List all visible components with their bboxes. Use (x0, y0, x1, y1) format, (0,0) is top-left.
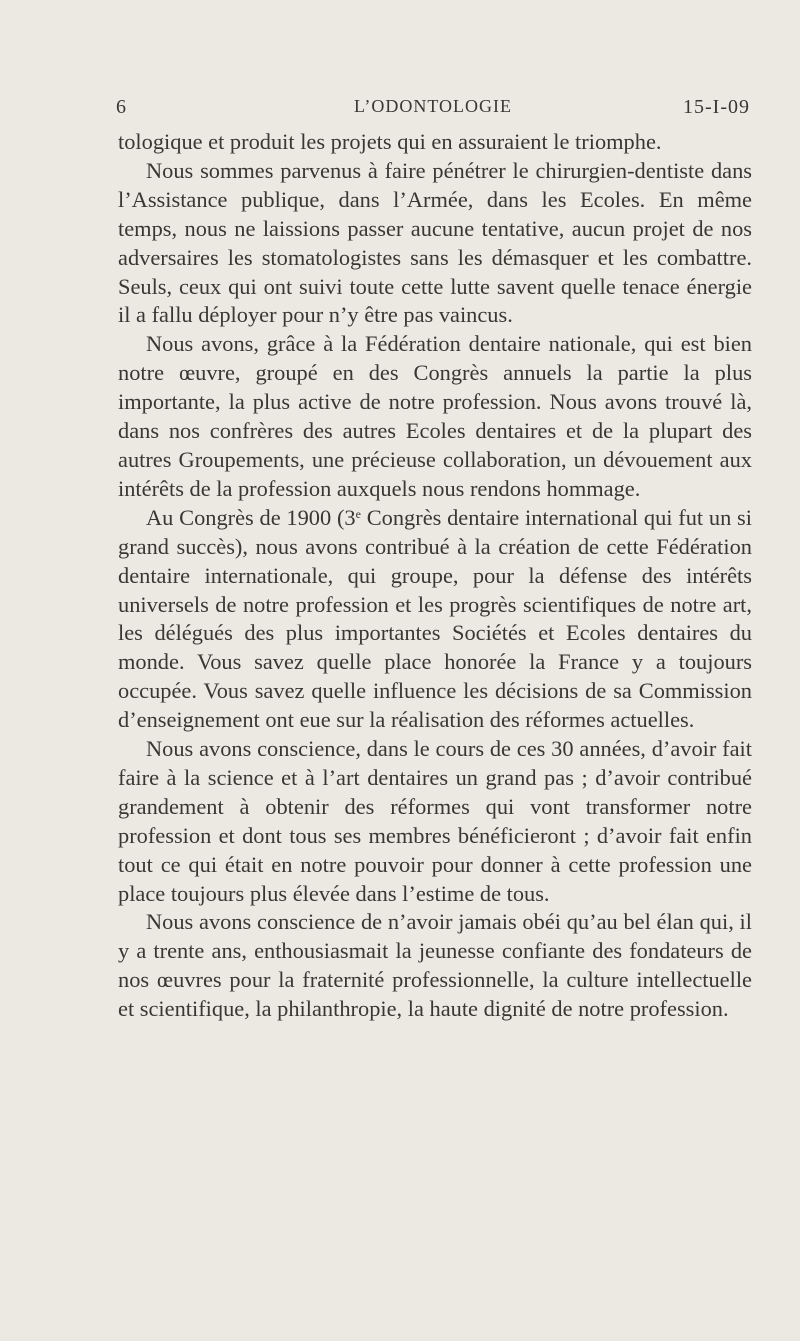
paragraph-federation-nationale: Nous avons, grâce à la Fédération dentaire nationale, qui est bien notre œuvre, groupé en des Congrès annuels la partie la plus importante, la plus active de notre profession. Nous avons trouvé là, dans nos confrères des autres Ecoles dentaires et de la plupart des autres Groupements, une précieuse collaboration, un dévouement aux intérêts de la profession auxquels nous rendons hommage. (118, 331, 752, 501)
issue-date: 15-I-09 (683, 96, 750, 118)
page-number: 6 (116, 96, 126, 118)
paragraph-continued: tologique et produit les projets qui en assuraient le triomphe. (118, 129, 662, 154)
paragraph-conscience-science: Nous avons conscience, dans le cours de ces 30 années, d’avoir fait faire à la science et à l’art dentaires un grand pas ; d’avoir contribué grandement à obtenir des réformes qui vont transformer notre profession et dont tous ses membres bénéficieront ; d’avoir fait enfin tout ce qui était en notre pouvoir pour donner à cette profession une place toujours plus élevée dans l’estime de tous. (118, 736, 752, 906)
paragraph-conscience-elan: Nous avons conscience de n’avoir jamais obéi qu’au bel élan qui, il y a trente ans, enthousiasmait la jeunesse confiante des fondateurs de nos œuvres pour la fraternité professionnelle, la culture intellectuelle et scientifique, la philanthropie, la haute dignité de notre profession. (118, 909, 752, 1022)
ordinal-superscript: e (355, 506, 361, 521)
congres-text-after: Congrès dentaire international qui fut un si grand succès), nous avons contribué à la création de cette Fédération dentaire internationale, qui groupe, pour la défense des intérêts universels de notre profession et les progrès scientifiques de notre art, les délégués des plus importantes Sociétés et Ecoles dentaires du monde. Vous savez quelle place honorée la France y a toujours occupée. Vous savez quelle influence les décisions de sa Commission d’enseignement ont eue sur la réalisation des réformes actuelles. (118, 504, 752, 733)
paragraph-congres-1900 (118, 504, 752, 735)
journal-title: L’ODONTOLOGIE (354, 96, 512, 116)
paragraph-assistance: Nous sommes parvenus à faire pénétrer le chirurgien-dentiste dans l’Assistance publique, dans l’Armée, dans les Ecoles. En même temps, nous ne laissions passer aucune tentative, aucun projet de nos adversaires les stomatologistes sans les démasquer et les combattre. Seuls, ceux qui ont suivi toute cette lutte savent quelle tenace énergie il a fallu déployer pour n’y être pas vaincus. (118, 157, 752, 328)
body-text (118, 128, 752, 1024)
congres-text-before: Au Congrès de 1900 (3 (146, 504, 356, 530)
running-header (116, 96, 750, 126)
